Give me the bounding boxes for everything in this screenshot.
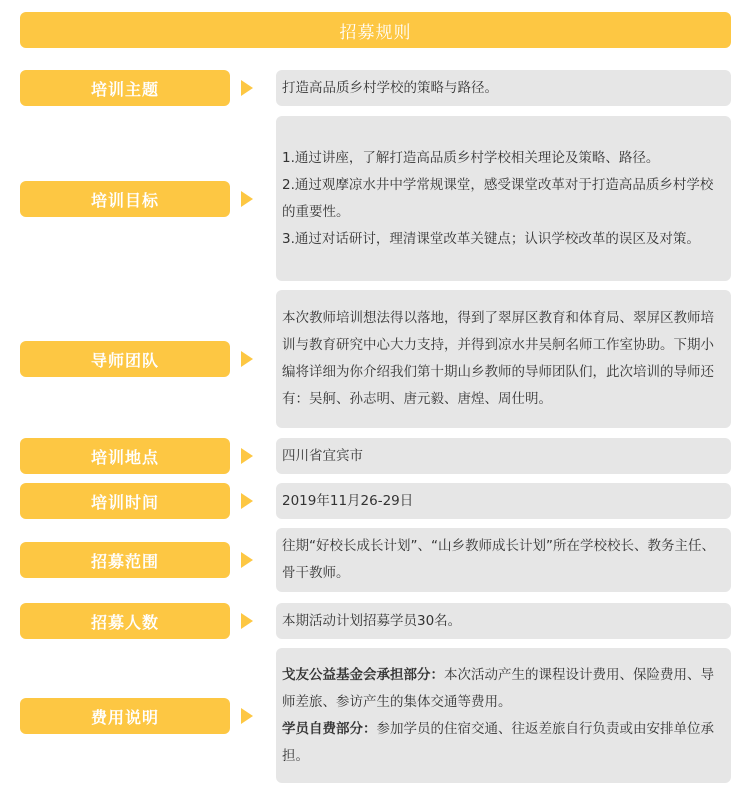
row-text: 四川省宜宾市 — [282, 447, 363, 464]
fee-item-text: 参加学员的住宿交通、往返差旅自行负责或由安排单位承担。 — [282, 720, 714, 764]
row-content-recruitment-scope — [276, 528, 731, 592]
arrow-right-icon — [241, 493, 253, 509]
arrow-right-icon — [241, 351, 253, 367]
arrow-right-icon — [241, 448, 253, 464]
row-text: 本期活动计划招募学员30名。 — [282, 612, 462, 629]
row-label-training-theme: 培训主题 — [20, 70, 230, 106]
row-label-fee-description: 费用说明 — [20, 698, 230, 734]
row-content-training-goals — [276, 116, 731, 281]
arrow-right-icon — [241, 552, 253, 568]
arrow-right-icon — [241, 191, 253, 207]
row-content-training-location — [276, 438, 731, 474]
goal-item: 2.通过观摩凉水井中学常规课堂，感受课堂改革对于打造高品质乡村学校的重要性。 — [282, 176, 714, 220]
goal-item: 3.通过对话研讨，理清课堂改革关键点；认识学校改革的误区及对策。 — [282, 230, 700, 247]
row-text: 本次教师培训想法得以落地，得到了翠屏区教育和体育局、翠屏区教师培训与教育研究中心大力支持，并得到凉水井吴舸名师工作室协助。下期小编将详细为你介绍我们第十期山乡教师的导师团队们，此次培训的导师还有：吴舸、孙志明、唐元毅、唐煌、周仕明。 — [282, 310, 714, 407]
arrow-right-icon — [241, 708, 253, 724]
row-label-training-time: 培训时间 — [20, 483, 230, 519]
fee-item — [282, 716, 725, 770]
row-label-training-goals: 培训目标 — [20, 181, 230, 217]
fee-item — [282, 662, 725, 716]
goal-item: 1.通过讲座，了解打造高品质乡村学校相关理论及策略、路径。 — [282, 149, 660, 166]
row-text: 2019年11月26-29日 — [282, 492, 414, 509]
row-content-training-theme — [276, 70, 731, 106]
fee-item-heading: 学员自费部分： — [282, 720, 377, 737]
row-text: 往期“好校长成长计划”、“山乡教师成长计划”所在学校校长、教务主任、骨干教师。 — [282, 538, 715, 581]
fee-item-text: 本次活动产生的课程设计费用、保险费用、导师差旅、参访产生的集体交通等费用。 — [282, 666, 714, 710]
row-label-recruitment-scope: 招募范围 — [20, 542, 230, 578]
arrow-right-icon — [241, 613, 253, 629]
row-content-mentor-team — [276, 290, 731, 428]
row-label-training-location: 培训地点 — [20, 438, 230, 474]
row-content-fee-description — [276, 648, 731, 783]
row-text: 打造高品质乡村学校的策略与路径。 — [282, 79, 498, 96]
fee-item-heading: 戈友公益基金会承担部分： — [282, 666, 444, 683]
page-title: 招募规则 — [20, 12, 731, 48]
row-label-mentor-team: 导师团队 — [20, 341, 230, 377]
row-label-recruitment-count: 招募人数 — [20, 603, 230, 639]
arrow-right-icon — [241, 80, 253, 96]
row-content-recruitment-count — [276, 603, 731, 639]
row-content-training-time — [276, 483, 731, 519]
